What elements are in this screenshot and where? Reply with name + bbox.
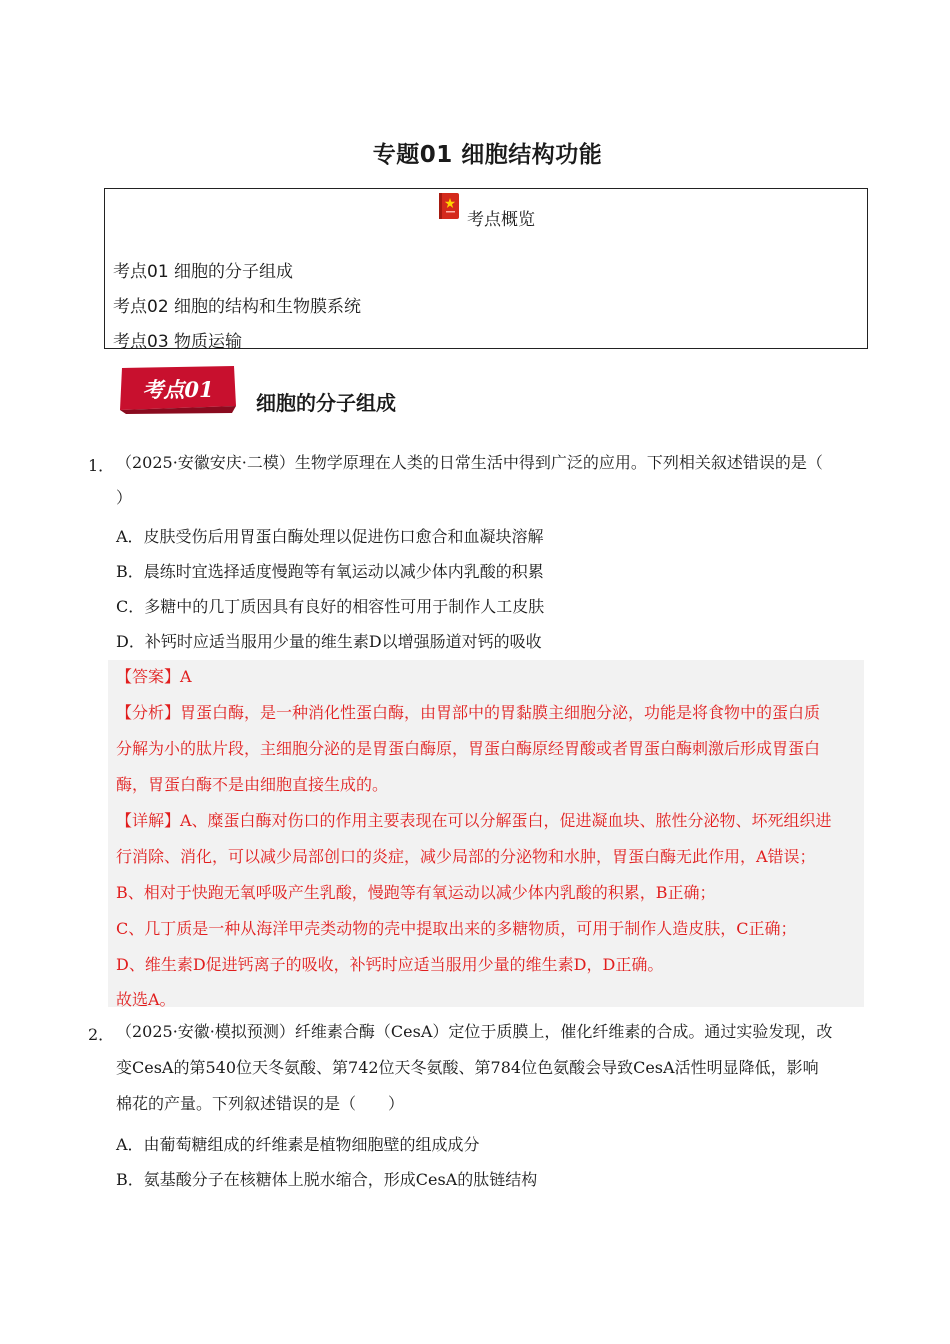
- overview-heading: 考点概览: [467, 210, 535, 230]
- section-banner: [116, 366, 240, 414]
- detail-line: B、相对于快跑无氧呼吸产生乳酸，慢跑等有氧运动以减少体内乳酸的积累，B正确；: [116, 883, 716, 902]
- answer-line: 【答案】A: [116, 667, 192, 686]
- question-stem: （2025·安徽·模拟预测）纤维素合酶（CesA）定位于质膜上，催化纤维素的合成。通过实验发现，改: [116, 1022, 833, 1041]
- section-title: 细胞的分子组成: [256, 391, 396, 415]
- overview-box: [104, 188, 868, 352]
- book-icon: [438, 192, 460, 220]
- option-d[interactable]: D．补钙时应适当服用少量的维生素D以增强肠道对钙的吸收: [116, 632, 542, 651]
- overview-header: [105, 189, 867, 229]
- option-c[interactable]: C．多糖中的几丁质因具有良好的相容性可用于制作人工皮肤: [116, 597, 545, 616]
- analysis-line: 酶，胃蛋白酶不是由细胞直接生成的。: [116, 775, 389, 794]
- option-a[interactable]: A．皮肤受伤后用胃蛋白酶处理以促进伤口愈合和血凝块溶解: [116, 527, 544, 546]
- question-number: 2．: [88, 1025, 115, 1044]
- conclusion-line: 故选A。: [116, 990, 176, 1009]
- detail-line: C、几丁质是一种从海洋甲壳类动物的壳中提取出来的多糖物质，可用于制作人造皮肤，C正确；: [116, 919, 797, 938]
- analysis-line: 分解为小的肽片段，主细胞分泌的是胃蛋白酶原，胃蛋白酶原经胃酸或者胃蛋白酶刺激后形成胃蛋白: [116, 739, 821, 758]
- question-stem-end: ）: [116, 488, 133, 507]
- detail-line: 【详解】A、糜蛋白酶对伤口的作用主要表现在可以分解蛋白，促进凝血块、脓性分泌物、坏死组织进: [116, 811, 832, 830]
- page-title: 专题01 细胞结构功能: [372, 142, 603, 168]
- detail-line: D、维生素D促进钙离子的吸收，补钙时应适当服用少量的维生素D，D正确。: [116, 955, 664, 974]
- question-stem: （2025·安徽安庆·二模）生物学原理在人类的日常生活中得到广泛的应用。下列相关叙述错误的是（: [116, 453, 823, 472]
- option-a[interactable]: A．由葡萄糖组成的纤维素是植物细胞壁的组成成分: [116, 1135, 480, 1154]
- option-b[interactable]: B．氨基酸分子在核糖体上脱水缩合，形成CesA的肽链结构: [116, 1170, 538, 1189]
- overview-item[interactable]: 考点02 细胞的结构和生物膜系统: [113, 297, 362, 317]
- overview-item[interactable]: 考点03 物质运输: [113, 332, 243, 352]
- option-b[interactable]: B．晨练时宜选择适度慢跑等有氧运动以减少体内乳酸的积累: [116, 562, 544, 581]
- analysis-line: 【分析】胃蛋白酶，是一种消化性蛋白酶，由胃部中的胃黏膜主细胞分泌，功能是将食物中的蛋白质: [116, 703, 821, 722]
- question-stem: 变CesA的第540位天冬氨酸、第742位天冬氨酸、第784位色氨酸会导致CesA活性明显降低，影响: [116, 1058, 819, 1077]
- overview-item[interactable]: 考点01 细胞的分子组成: [113, 262, 294, 282]
- question-number: 1．: [88, 456, 115, 475]
- question-stem: 棉花的产量。下列叙述错误的是（ ）: [116, 1094, 405, 1113]
- section-banner-text: 考点01: [142, 377, 214, 402]
- detail-line: 行消除、消化，可以减少局部创口的炎症，减少局部的分泌物和水肿，胃蛋白酶无此作用，A错误；: [116, 847, 816, 866]
